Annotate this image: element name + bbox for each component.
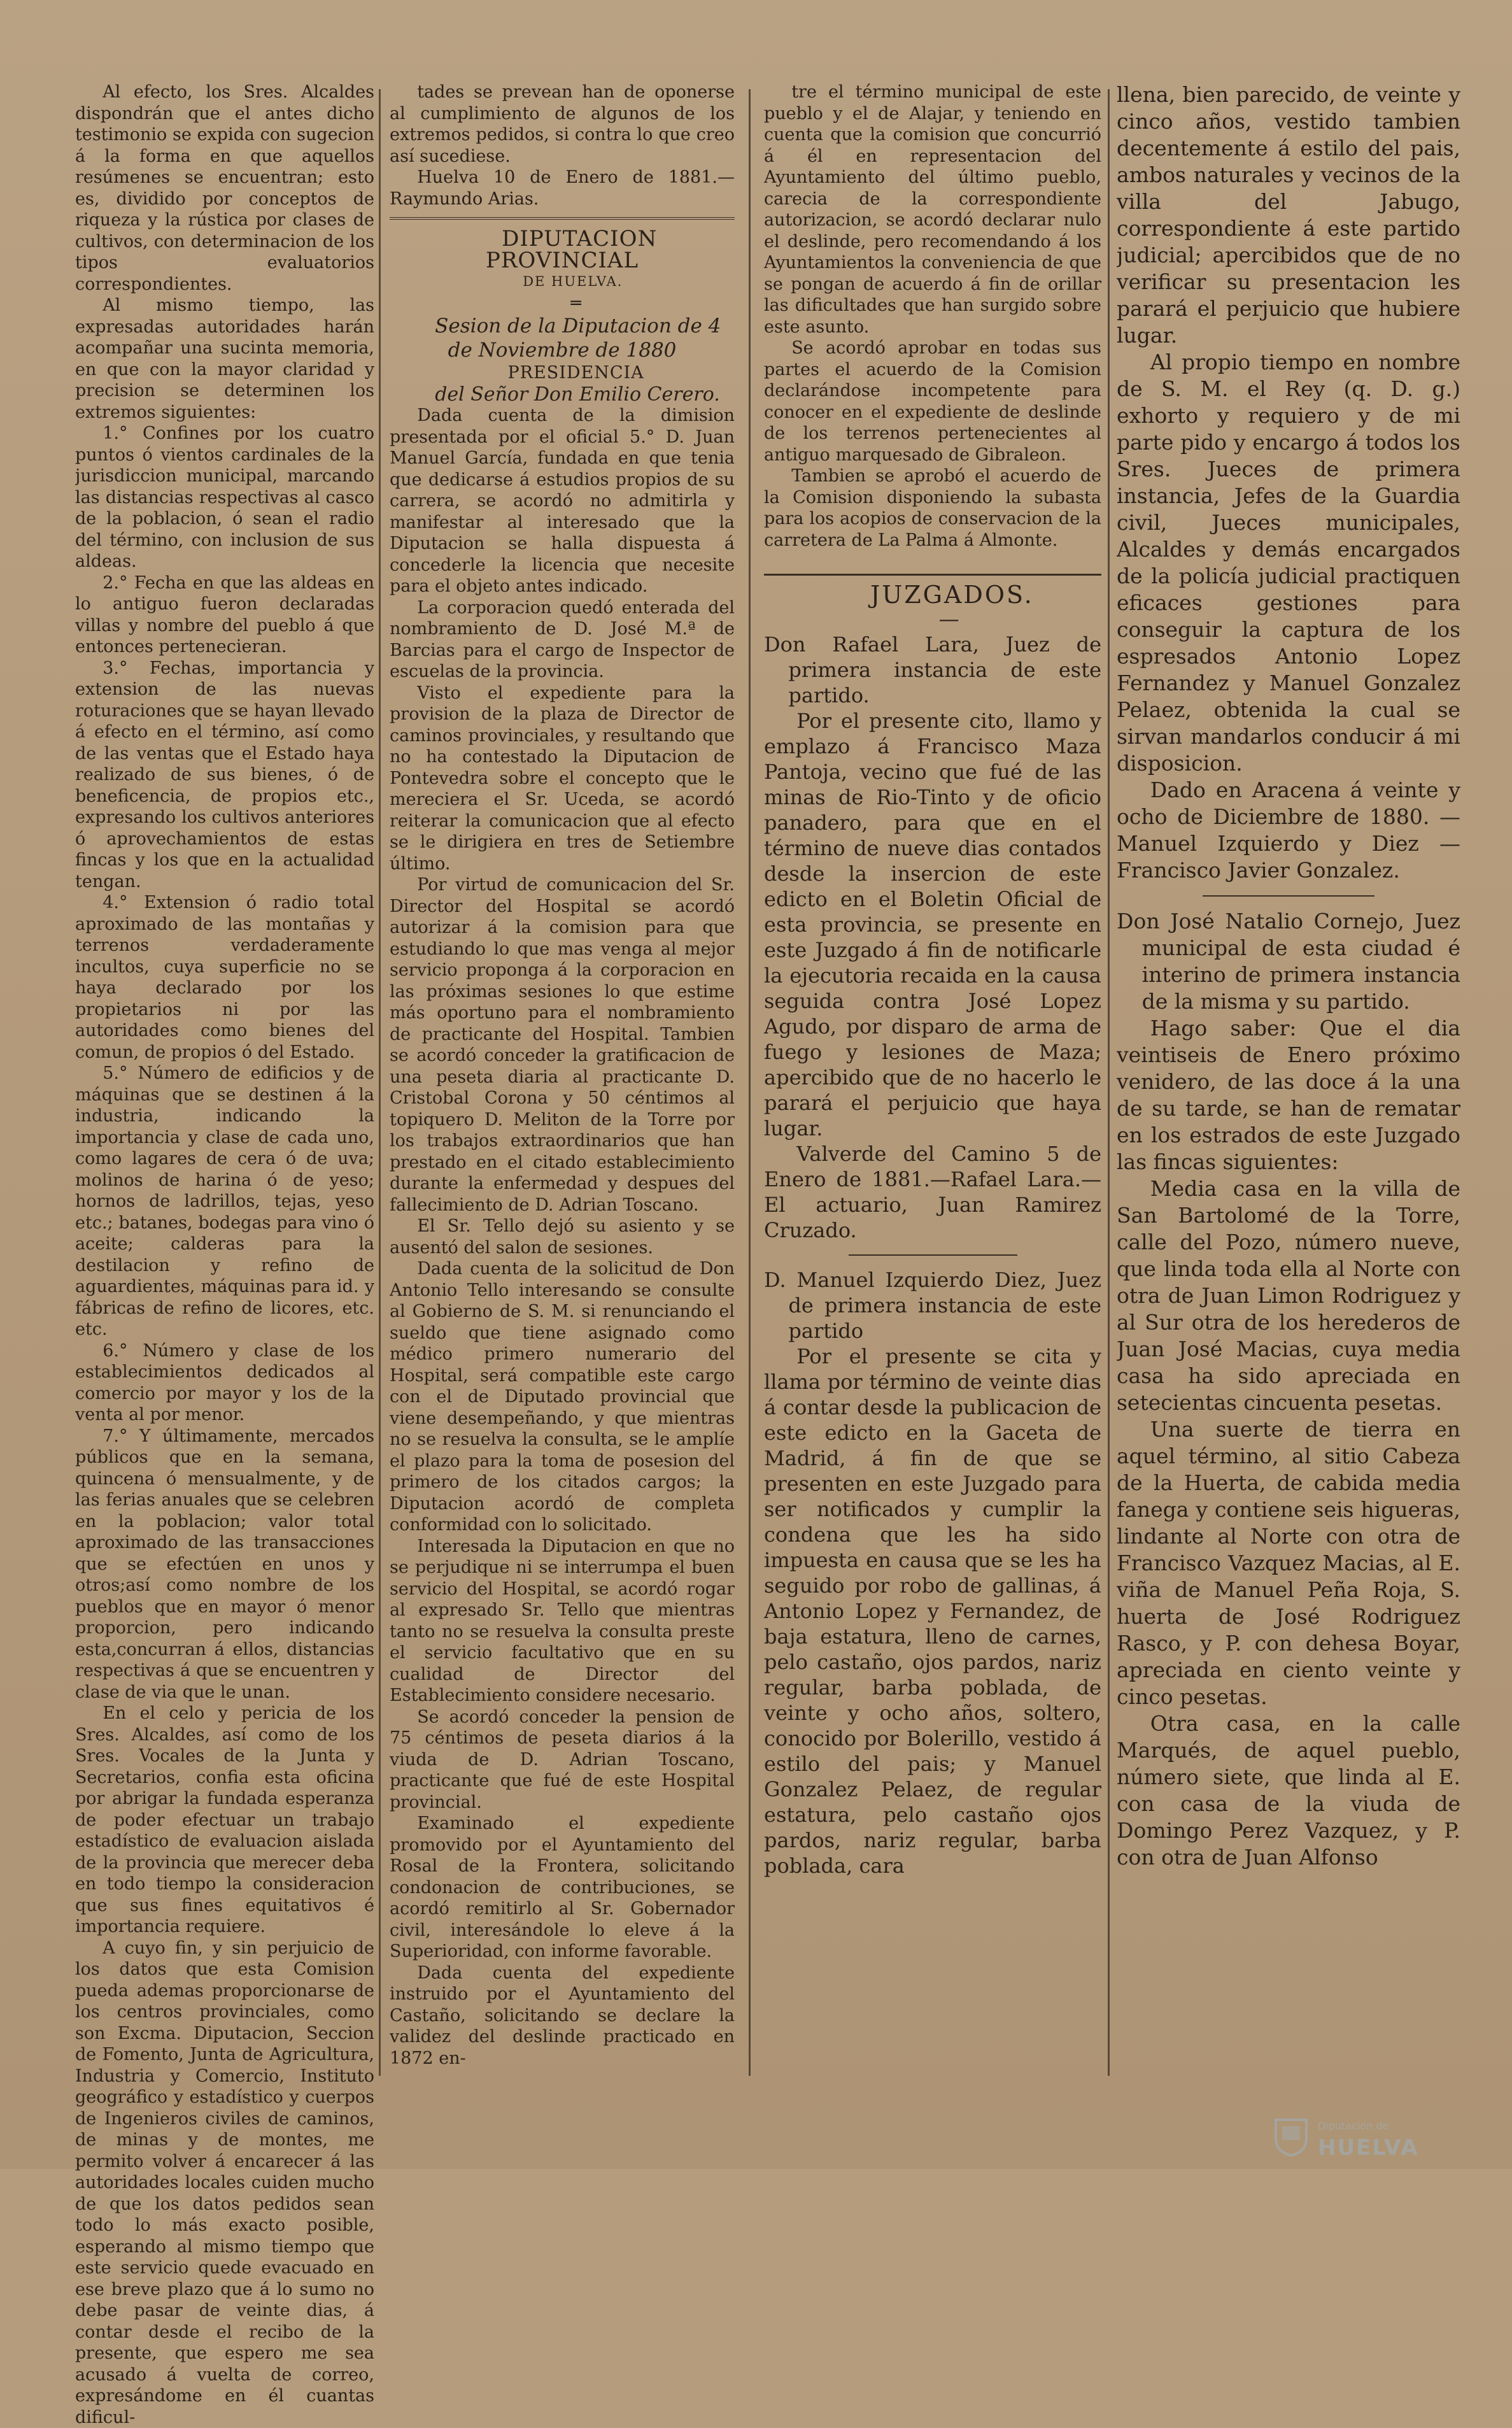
column-divider [1108, 89, 1110, 2076]
paragraph: Otra casa, en la calle Marqués, de aquel pueblo, número siete, que linda al E. con casa de la viuda de Domingo Perez Vazquez, y P. con otra de Juan Alfonso [1117, 1710, 1460, 1871]
section-divider [390, 217, 735, 220]
paragraph: Interesada la Diputacion en que no se perjudique ni se interrumpa el buen servicio del Hospital, se acordó rogar al expresado Sr. Tello que mientras tanto no se resuelva la consulta preste el servicio facultativo que en su cualidad de Director del Establecimiento considere necesario. [390, 1536, 735, 1707]
session-heading: Sesion de la Diputacion de 4 de Noviembre de 1880 [390, 314, 735, 362]
edict-signature: Valverde del Camino 5 de Enero de 1881.—Rafael Lara.—El actuario, Juan Ramirez Cruzado. [764, 1141, 1101, 1243]
edict-divider [849, 1254, 1017, 1256]
paragraph: 6.° Número y clase de los establecimientos dedicados al comercio por mayor y los de la venta al por menor. [75, 1340, 374, 1426]
paragraph: 1.° Confines por los cuatro puntos ó vientos cardinales de la jurisdiccion municipal, marcando las distancias respectivas al casco de la poblacion, ó sean el radio del término, con inclusion de sus aldeas. [75, 423, 374, 572]
ornament-dash: — [764, 606, 1101, 632]
paragraph: Examinado el expediente promovido por el Ayuntamiento del Rosal de la Frontera, solicitando condonacion de contribuciones, se acordó remitirlo al Sr. Gobernador civil, interesándole lo eleve á la Superioridad, con informe favorable. [390, 1813, 735, 1963]
paragraph: Al mismo tiempo, las expresadas autoridades harán acompañar una sucinta memoria, en que con la mayor claridad y precision se determinen los extremos siguientes: [75, 295, 374, 423]
paragraph: 7.° Y últimamente, mercados públicos que en la semana, quincena ó mensualmente, y de las ferias anuales que se celebren en la poblacion; valor total aproximado de las transacciones que se efectúen en unos y otros;así como nombre de los pueblos que en mayor ó menor proporcion, pero indicando esta,concurran á ellos, distancias respectivas á que se encuentren y clase de via que le unan. [75, 1426, 374, 1703]
section-divider [764, 574, 1101, 576]
signature: Huelva 10 de Enero de 1881.— Raymundo Arias. [390, 167, 735, 209]
edict-body: Por el presente cito, llamo y emplazo á Francisco Maza Pantoja, vecino que fué de las minas de Rio-Tinto y de oficio panadero, para que en el término de nueve dias contados desde la insercion de este edicto en el Boletin Oficial de esta provincia, se presente en este Juzgado á fin de notificarle la ejecutoria recaida en la causa seguida contra José Lopez Agudo, por disparo de arma de fuego y lesiones de Maza; apercibido que de no hacerlo le parará el perjuicio que haya lugar. [764, 708, 1101, 1141]
ornament-dash: ═ [390, 293, 735, 315]
paragraph: Media casa en la villa de San Bartolomé de la Torre, calle del Pozo, número nueve, que linda toda ella al Norte con otra de Juan Limon Rodriguez y al Sur otra de los herederos de Juan José Macias, cuya media casa ha sido apreciada en setecientas cincuenta pesetas. [1117, 1175, 1460, 1416]
paragraph: 2.° Fecha en que las aldeas en lo antiguo fueron declaradas villas y nombre del pueblo á que entonces pertenecieran. [75, 572, 374, 658]
paragraph: Visto el expediente para la provision de la plaza de Director de caminos provinciales, y resultando que no ha contestado la Diputacion de Pontevedra sobre el concepto que le mereciera el Sr. Uceda, se acordó reiterar la comunicacion que al efecto se le dirigiera en tres de Setiembre último. [390, 683, 735, 875]
paragraph: Hago saber: Que el dia veintiseis de Enero próximo venidero, de las doce á la una de su tarde, se han de rematar en los estrados de este Juzgado las fincas siguientes: [1117, 1015, 1460, 1175]
archive-watermark [1267, 2111, 1458, 2162]
edict-signature: Dado en Aracena á veinte y ocho de Diciembre de 1880. —Manuel Izquierdo y Diez — Francisco Javier Gonzalez. [1117, 777, 1460, 884]
edict-header: Don Rafael Lara, Juez de primera instancia de este partido. [764, 632, 1101, 708]
paragraph: Dada cuenta del expediente instruido por el Ayuntamiento del Castaño, solicitando se declare la validez del deslinde practicado en 1872 en- [390, 1963, 735, 2069]
paragraph: El Sr. Tello dejó su asiento y se ausentó del salon de sesiones. [390, 1216, 735, 1258]
paragraph: Por virtud de comunicacion del Sr. Director del Hospital se acordó autorizar á la comision para que estudiando lo que mas venga al mejor servicio proponga á la corporacion en las próximas sesiones lo que estime más oportuno para el nombramiento de practicante del Hospital. Tambien se acordó conceder la gratificacion de una peseta diaria al practicante D. Cristobal Corona y 50 céntimos al topiquero D. Meliton de la Torre por los trabajos extraordinarios que han prestado en el citado establecimiento durante la enfermedad y despues del fallecimiento de D. Adrian Toscano. [390, 874, 735, 1216]
paragraph: A cuyo fin, y sin perjuicio de los datos que esta Comision pueda ademas proporcionarse de los centros provinciales, como son Excma. Diputacion, Seccion de Fomento, Junta de Agricultura, Industria y Comercio, Instituto geográfico y estadístico y cuerpos de Ingenieros civiles de caminos, de minas y de montes, me permito volver á encarecer á las autoridades locales cuiden mucho de que los datos pedidos sean todo lo más exacto posible, esperando al mismo tiempo que este servicio quede evacuado en ese breve plazo que á lo sumo no debe pasar de veinte dias, á contar desde el recibo de la presente, que espero me sea acusado á vuelta de correo, expresándome en él cuantas dificul- [75, 1938, 374, 2428]
watermark-text: HUELVA [1318, 2135, 1419, 2161]
paragraph: En el celo y pericia de los Sres. Alcaldes, así como de los Sres. Vocales de la Junta y Secretarios, confia esta oficina por abrigar la fundada esperanza de poder efectuar un trabajo estadístico de evaluacion aislada de la provincia que merecer deba en todo tiempo la consideracion que sus fines equitativos é importancia requiere. [75, 1703, 374, 1938]
section-title: JUZGADOS. [764, 585, 1101, 606]
paragraph: llena, bien parecido, de veinte y cinco años, vestido tambien decentemente á estilo del pais, ambos naturales y vecinos de la villa del Jabugo, correspondiente á este partido judicial; apercibidos que de no verificar su presentacion les parará el perjuicio que hubiere lugar. [1117, 82, 1460, 349]
presidency-heading: PRESIDENCIA [390, 362, 735, 384]
paragraph: 4.° Extension ó radio total aproximado de las montañas y terrenos verdaderamente incultos, cuya superficie no se haya declarado por los propietarios ni por las autoridades como bienes del comun, de propios ó del Estado. [75, 892, 374, 1063]
column-divider [749, 89, 751, 2076]
paragraph: La corporacion quedó enterada del nombramiento de D. José M.ª de Barcias para el cargo de Inspector de escuelas de la provincia. [390, 597, 735, 683]
watermark-caption: Diputación de [1318, 2120, 1388, 2132]
paragraph: Dada cuenta de la dimision presentada por el oficial 5.° D. Juan Manuel García, fundada en que tenia que dedicarse á estudios propios de su carrera, se acordó no admitirla y manifestar al interesado que la Diputacion se halla dispuesta á concederle la licencia que necesite para el objeto antes indicado. [390, 405, 735, 597]
paragraph: Al propio tiempo en nombre de S. M. el Rey (q. D. g.) exhorto y requiero y de mi parte pido y encargo á todos los Sres. Jueces de primera instancia, Jefes de la Guardia civil, Jueces municipales, Alcaldes y demás encargados de la policía judicial practiquen eficaces gestiones para conseguir la captura de los espresados Antonio Lopez Fernandez y Manuel Gonzalez Pelaez, obtenida la cual se sirvan mandarlos conducir á mi disposicion. [1117, 349, 1460, 777]
column-2 [390, 82, 735, 2069]
paragraph: Dada cuenta de la solicitud de Don Antonio Tello interesando se consulte al Gobierno de S. M. si renunciando el sueldo que tiene asignado como médico primero numerario del Hospital, será compatible este cargo con el de Diputado provincial que viene desempeñando, y que mientras no se resuelva la consulta, se le amplíe el plazo para la toma de posesion del primero de los citados cargos; la Diputacion acordó de completa conformidad con lo solicitado. [390, 1258, 735, 1536]
section-subtitle: DE HUELVA. [390, 271, 735, 293]
column-4 [1117, 82, 1460, 1871]
coat-of-arms-icon [1273, 2117, 1309, 2157]
paragraph: Al efecto, los Sres. Alcaldes dispondrán que el antes dicho testimonio se expida con sugecion á la forma en que aquellos resúmenes se encuentran; esto es, dividido por conceptos de riqueza y la rústica por clases de cultivos, con determinacion de los tipos evaluatorios correspondientes. [75, 82, 374, 295]
paragraph: Se acordó aprobar en todas sus partes el acuerdo de la Comision declarándose incompetente para conocer en el expediente de deslinde de los terrenos pertenecientes al antiguo marquesado de Gibraleon. [764, 337, 1101, 465]
column-divider [379, 89, 381, 2076]
edict-header: D. Manuel Izquierdo Diez, Juez de primera instancia de este partido [764, 1267, 1101, 1344]
paragraph: Tambien se aprobó el acuerdo de la Comision disponiendo la subasta para los acopios de conservacion de la carretera de La Palma á Almonte. [764, 465, 1101, 551]
president-name: del Señor Don Emilio Cerero. [390, 384, 735, 406]
paragraph: Se acordó conceder la pension de 75 céntimos de peseta diarios á la viuda de D. Adrian Toscano, practicante que fué de este Hospital provincial. [390, 1707, 735, 1814]
edict-header: Don José Natalio Cornejo, Juez municipal de esta ciudad é interino de primera instancia de la misma y su partido. [1117, 908, 1460, 1015]
paragraph: Una suerte de tierra en aquel término, al sitio Cabeza de la Huerta, de cabida media fanega y contiene seis higueras, lindante al Norte con otra de Francisco Vazquez Macias, al E. viña de Manuel Peña Roja, S. huerta de José Rodriguez Rasco, y P. con dehesa Boyar, apreciada en ciento veinte y cinco pesetas. [1117, 1416, 1460, 1710]
column-3 [764, 82, 1101, 1878]
paragraph: tades se prevean han de oponerse al cumplimiento de algunos de los extremos pedidos, si contra lo que creo así sucediese. [390, 82, 735, 167]
section-title: DIPUTACION PROVINCIAL [390, 229, 735, 271]
paragraph: 5.° Número de edificios y de máquinas que se destinen á la industria, indicando la importancia y clase de cada uno, como lagares de cera ó de uva; molinos de harina ó de yeso; hornos de ladrillos, tejas, yeso etc.; batanes, bodegas para vino ó aceite; calderas para la destilacion y refino de aguardientes, máquinas para id. y fábricas de refino de licores, etc. etc. [75, 1063, 374, 1340]
edict-body: Por el presente se cita y llama por término de veinte dias á contar desde la publicacion de este edicto en la Gaceta de Madrid, á fin de que se presenten en este Juzgado para ser notificados y cumplir la condena que les ha sido impuesta en causa que se les ha seguido por robo de gallinas, á Antonio Lopez y Fernandez, de baja estatura, lleno de carnes, pelo castaño, ojos pardos, nariz regular, barba poblada, de veinte y ocho años, soltero, conocido por Bolerillo, vestido á estilo del pais; y Manuel Gonzalez Pelaez, de regular estatura, pelo castaño ojos pardos, nariz regular, barba poblada, cara [764, 1344, 1101, 1878]
edict-divider [1203, 895, 1374, 897]
paragraph: 3.° Fechas, importancia y extension de las nuevas roturaciones que se hayan llevado á efecto en el término, así como de las ventas que el Estado haya realizado de sus bienes, ó de beneficencia, de propios etc., expresando los cultivos anteriores ó aprovechamientos de estas fincas y los que en la actualidad tengan. [75, 658, 374, 893]
column-1 [75, 82, 374, 2428]
paragraph: tre el término municipal de este pueblo y el de Alajar, y teniendo en cuenta que la comision que concurrió á él en representacion del Ayuntamiento del último pueblo, carecia de la correspondiente autorizacion, se acordó declarar nulo el deslinde, pero recomendando á los Ayuntamientos la conveniencia de que se pongan de acuerdo á fin de orillar las dificultades que han surgido sobre este asunto. [764, 82, 1101, 337]
